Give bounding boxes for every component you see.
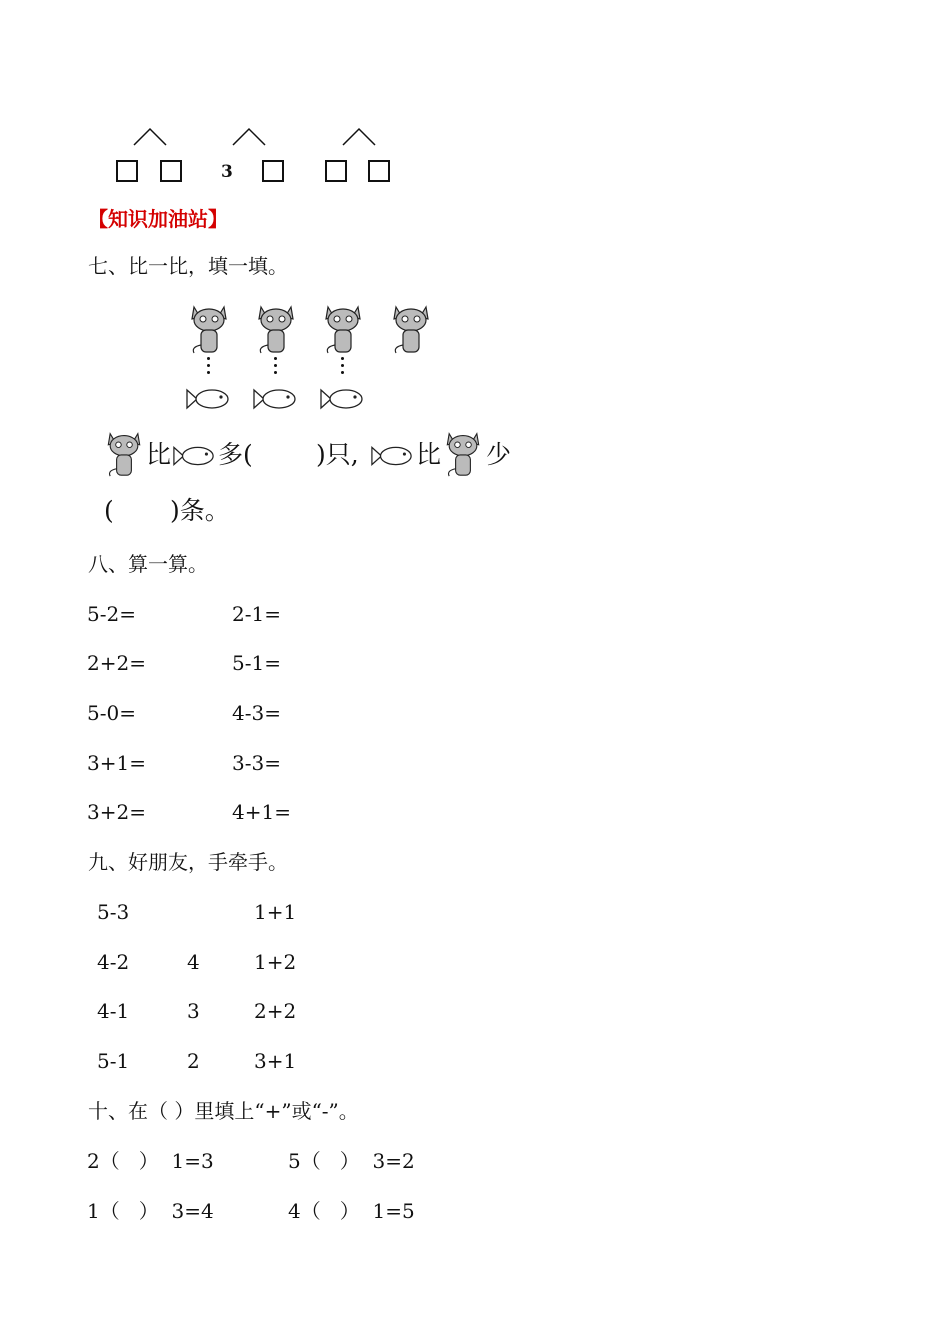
fish-icon bbox=[185, 386, 231, 412]
answer-box[interactable] bbox=[262, 160, 284, 182]
fish-icon bbox=[172, 443, 216, 469]
q9-middle-2: 3 bbox=[187, 999, 200, 1023]
q7-open-paren: ( bbox=[104, 496, 114, 525]
q8-title: 八、算一算。 bbox=[88, 552, 208, 576]
cat-icon bbox=[322, 303, 364, 355]
q9-left-4: 5-1 bbox=[97, 1049, 130, 1073]
q7-bi: 比 bbox=[146, 440, 172, 469]
cat-icon bbox=[103, 430, 145, 478]
q10-row1-left: 2（ ） 1=3 bbox=[87, 1149, 214, 1173]
q8-left-3: 5-0= bbox=[87, 701, 136, 725]
answer-box[interactable] bbox=[160, 160, 182, 182]
roof-2 bbox=[232, 127, 266, 147]
q9-right-4: 3+1 bbox=[254, 1049, 297, 1073]
answer-box[interactable] bbox=[325, 160, 347, 182]
q10-row2-left: 1（ ） 3=4 bbox=[87, 1199, 214, 1223]
q8-right-2: 5-1= bbox=[232, 651, 281, 675]
answer-box[interactable] bbox=[368, 160, 390, 182]
roof-3 bbox=[342, 127, 376, 147]
q7-tiao: )条。 bbox=[170, 496, 230, 525]
cat-icon bbox=[442, 430, 484, 478]
given-number: 3 bbox=[221, 162, 233, 182]
dotted-connector bbox=[341, 357, 345, 378]
q7-bi-2: 比 bbox=[416, 440, 442, 469]
q9-middle-3: 2 bbox=[187, 1049, 200, 1073]
q8-left-2: 2+2= bbox=[87, 651, 146, 675]
q7-title: 七、比一比，填一填。 bbox=[88, 254, 288, 278]
q7-duo: 多( bbox=[218, 440, 253, 469]
q8-left-1: 5-2= bbox=[87, 602, 136, 626]
q9-title: 九、好朋友，手牵手。 bbox=[88, 850, 288, 874]
q9-left-3: 4-1 bbox=[97, 999, 130, 1023]
q9-left-1: 5-3 bbox=[97, 900, 130, 924]
q9-right-3: 2+2 bbox=[254, 999, 297, 1023]
answer-box[interactable] bbox=[116, 160, 138, 182]
q9-middle-1: 4 bbox=[187, 950, 200, 974]
cat-icon bbox=[188, 303, 230, 355]
q8-right-3: 4-3= bbox=[232, 701, 281, 725]
q8-right-1: 2-1= bbox=[232, 602, 281, 626]
cat-icon bbox=[390, 303, 432, 355]
q10-title: 十、在（ ）里填上“+”或“-”。 bbox=[88, 1099, 359, 1123]
q10-row2-right: 4（ ） 1=5 bbox=[288, 1199, 415, 1223]
q8-left-4: 3+1= bbox=[87, 751, 146, 775]
fish-icon bbox=[319, 386, 365, 412]
roof-1 bbox=[133, 127, 167, 147]
q9-right-1: 1+1 bbox=[254, 900, 297, 924]
q8-right-5: 4+1= bbox=[232, 800, 291, 824]
cat-icon bbox=[255, 303, 297, 355]
fish-icon bbox=[370, 443, 414, 469]
q7-shao: 少 bbox=[486, 440, 512, 469]
q7-zhi: )只, bbox=[316, 440, 359, 469]
dotted-connector bbox=[274, 357, 278, 378]
q8-left-5: 3+2= bbox=[87, 800, 146, 824]
knowledge-station-heading: 【知识加油站】 bbox=[88, 207, 228, 231]
q9-left-2: 4-2 bbox=[97, 950, 130, 974]
q9-right-2: 1+2 bbox=[254, 950, 297, 974]
fish-icon bbox=[252, 386, 298, 412]
q10-row1-right: 5（ ） 3=2 bbox=[288, 1149, 415, 1173]
q8-right-4: 3-3= bbox=[232, 751, 281, 775]
dotted-connector bbox=[207, 357, 211, 378]
